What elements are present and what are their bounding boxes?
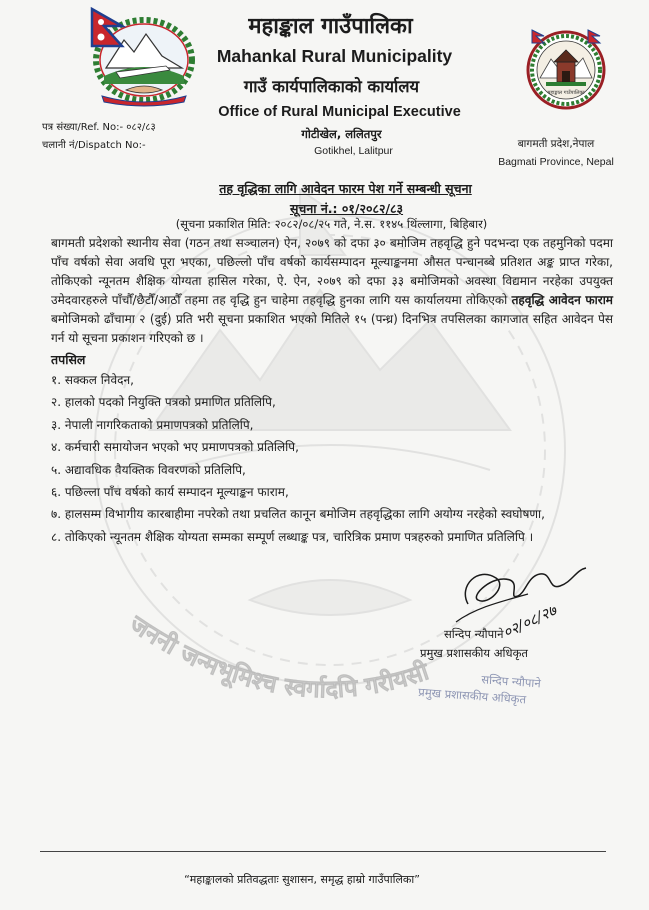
list-item: ३. नेपाली नागरिकताको प्रमाणपत्रको प्रतिलिपि, <box>51 417 254 432</box>
list-item: ५. अद्यावधिक वैयक्तिक विवरणको प्रतिलिपि, <box>51 462 246 477</box>
stamp-designation: प्रमुख प्रशासकीय अधिकृत <box>417 684 527 707</box>
address-english: Gotikhel, Lalitpur <box>314 145 393 157</box>
list-item: ७. हालसम्म विभागीय कारबाहीमा नपरेको तथा प्रचलित कानून बमोजिम तहवृद्धिका लागि अयोग्य नरहेको स्वघोषणा, <box>51 507 545 522</box>
office-name-nepali: गाउँ कार्यपालिकाको कार्यालय <box>243 77 420 96</box>
notice-number: सूचना नं.: ०१/२०८२/८३ <box>289 201 404 216</box>
signatory-name: सन्दिप न्यौपाने <box>444 627 504 641</box>
signature-date: ०२/०८/२७ <box>500 601 560 642</box>
province-english: Bagmati Province, Nepal <box>498 156 614 168</box>
dispatch-number: चलानी नं/Dispatch No:- <box>42 140 146 151</box>
footer-divider <box>40 851 606 852</box>
list-item: १. सक्कल निवेदन, <box>51 373 134 387</box>
body-rest: बमोजिमको ढाँचामा २ (दुई) प्रति भरी सूचना प्रकाशित भएको मितिले १५ (पन्ध्र) दिनभित्र तपसिलका कागजात सहित आवेदन पेस गर्न यो सूचना प्रकाशन गरिएको छ । <box>51 312 613 345</box>
stamp-name: सन्दिप न्यौपाने <box>480 672 542 691</box>
signatory-designation: प्रमुख प्रशासकीय अधिकृत <box>420 646 528 660</box>
municipality-name-english: Mahankal Rural Municipality <box>216 46 453 66</box>
notice-body <box>51 234 613 348</box>
office-name-english: Office of Rural Municipal Executive <box>218 104 461 120</box>
notice-content <box>51 234 613 548</box>
reference-number: पत्र संख्या/Ref. No:- ०८२/८३ <box>42 122 156 133</box>
notice-published-date: (सूचना प्रकाशित मिति: २०८२/०८/२५ गते, ने.स. ११४५ थिंल्लागा, बिहिबार) <box>175 217 488 231</box>
list-item: २. हालको पदको नियुक्ति पत्रको प्रमाणित प्रतिलिपि, <box>51 395 276 410</box>
required-documents-list <box>51 369 613 548</box>
address-nepali: गोटीखेल, ललितपुर <box>301 127 382 141</box>
municipality-name-nepali: महाङ्काल गाउँपालिका <box>248 14 413 39</box>
province-nepali: बागमती प्रदेश,नेपाल <box>517 138 595 150</box>
list-heading: तपसिल <box>51 352 86 367</box>
list-item: ४. कर्मचारी समायोजन भएको भए प्रमाणपत्रको प्रतिलिपि, <box>51 440 299 455</box>
notice-title: तह वृद्धिका लागि आवेदन फारम पेश गर्ने सम्बन्धी सूचना <box>219 181 472 196</box>
body-form-name: तहवृद्धि आवेदन फाराम <box>511 293 613 307</box>
seal-text: महाङ्काल गाउँपालिका <box>547 90 585 96</box>
footer-slogan: “महाङ्कालको प्रतिवद्धताः सुशासन, समृद्ध हाम्रो गाउँपालिका” <box>184 873 420 886</box>
body-intro: बागमती प्रदेशको स्थानीय सेवा (गठन तथा सञ्चालन) ऐन, २०७९ को दफा ३० बमोजिम तहवृद्धि हुने पदभन्दा एक तहमुनिको पदमा पाँच वर्षको सेवा अवधि पूरा भएका, पछिल्लो पाँच वर्षको कार्यसम्पादन मूल्याङ्कनमा औसत पन्चानब्बे प्रतिशत अङ्क प्राप्त गरेका, तोकिएको न्यूनतम शैक्षिक योग्यता हासिल गरेका, ऐ. ऐन, २०७९ को दफा ३३ बमोजिमको अवस्था विद्यमान नरहेका उपयुक्त उमेदवारहरुले पाँचौँ/छैटौँ/आठौँ तहमा तह वृद्धि हुन चाहेमा तहवृद्धि हुनका लागि यस कार्यालयमा तोकिएको <box>51 236 613 307</box>
list-item: ८. तोकिएको न्यूनतम शैक्षिक योग्यता सम्मका सम्पूर्ण लब्धाङ्क पत्र, चारित्रिक प्रमाण पत्रहरुको प्रमाणित प्रतिलिपि । <box>51 529 534 544</box>
watermark-motto: जननी जन्मभूमिश्च स्वर्गादपि गरीयसी <box>124 609 433 704</box>
list-item: ६. पछिल्ला पाँच वर्षको कार्य सम्पादन मूल्याङ्कन फाराम, <box>51 485 289 500</box>
